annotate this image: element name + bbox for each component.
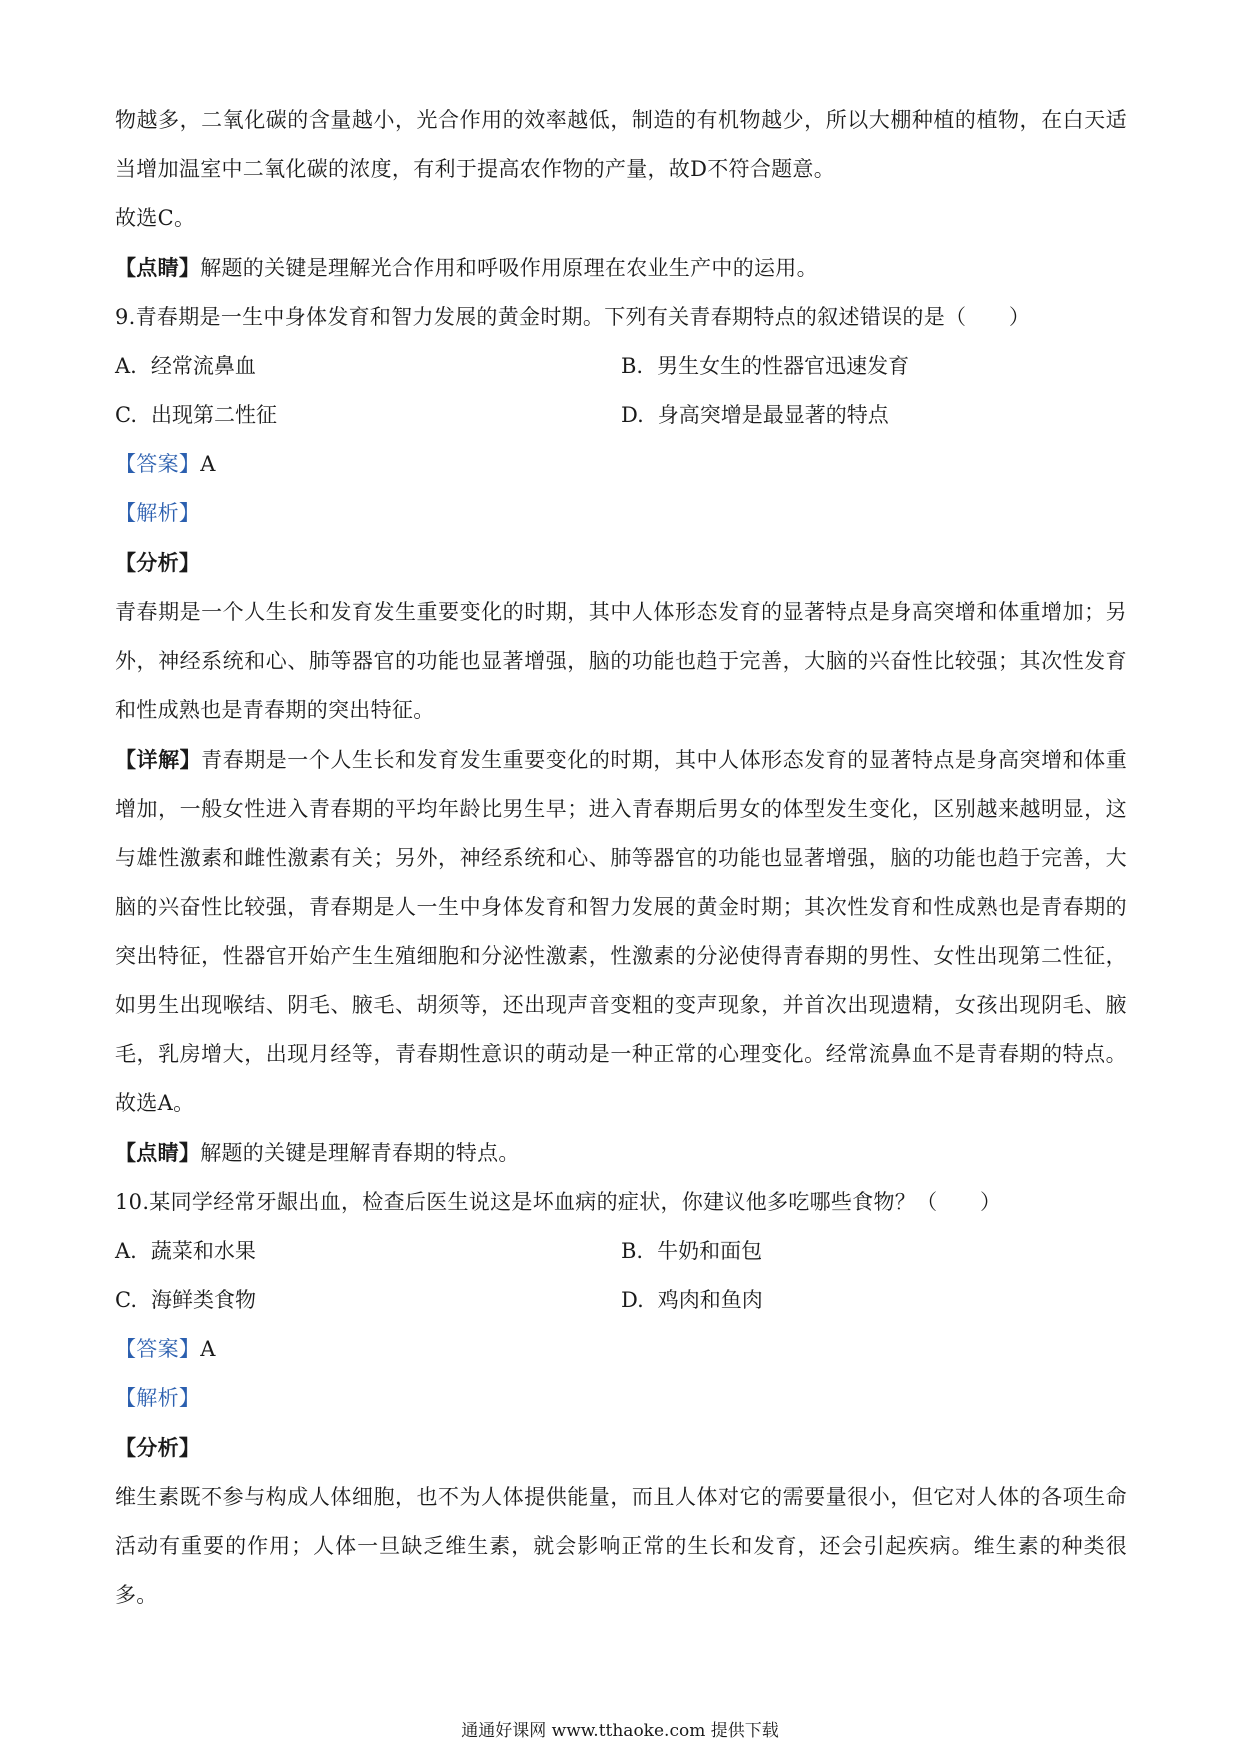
answer-options [115,342,1127,440]
paragraph: 维生素既不参与构成人体细胞，也不为人体提供能量，而且人体对它的需要量很小，但它对人体的各项生命活动有重要的作用；人体一旦缺乏维生素，就会影响正常的生长和发育，还会引起疾病。维生素的种类很多。 [115,1485,1127,1607]
answer-option [115,391,621,440]
section-text: 解题的关键是理解青春期的特点。 [200,1141,520,1165]
section-text: 解题的关键是理解光合作用和呼吸作用原理在农业生产中的运用。 [200,256,818,280]
section-tag: 【点睛】 [115,1140,201,1165]
option-text: 鸡肉和鱼肉 [657,1288,763,1312]
answer-option [621,1227,1127,1276]
answer-option [621,1276,1127,1325]
section-tag: 【答案】 [115,452,201,476]
option-text: 身高突增是最显著的特点 [657,403,889,427]
section-paragraph [115,538,1127,588]
answer-option [115,342,621,391]
section-tag: 【答案】 [115,1337,201,1361]
section-tag: 【解析】 [115,501,201,525]
paragraph: 故选C。 [115,206,196,230]
section-text: 青春期是一个人生长和发育发生重要变化的时期，其中人体形态发育的显著特点是身高突增和体重增加，一般女性进入青春期的平均年龄比男生早；进入青春期后男女的体型发生变化，区别越来越明显，这与雄性激素和雌性激素有关；另外，神经系统和心、肺等器官的功能也显著增强，脑的功能也趋于完善，大脑的兴奋性比较强，青春期是人一生中身体发育和智力发展的黄金时期；其次性发育和性成熟也是青春期的突出特征，性器官开始产生生殖细胞和分泌性激素，性激素的分泌使得青春期的男性、女性出现第二性征，如男生出现喉结、阴毛、腋毛、胡须等，还出现声音变粗的变声现象，并首次出现遗精，女孩出现阴毛、腋毛，乳房增大，出现月经等，青春期性意识的萌动是一种正常的心理变化。经常流鼻血不是青春期的特点。故选A。 [115,748,1127,1115]
section-tag: 【解析】 [115,1386,201,1410]
section-paragraph [115,735,1127,1128]
option-text: 蔬菜和水果 [150,1239,256,1263]
paragraph: 9.青春期是一生中身体发育和智力发展的黄金时期。下列有关青春期特点的叙述错误的是（ ） [115,305,1031,329]
paragraph: 10.某同学经常牙龈出血，检查后医生说这是坏血病的症状，你建议他多吃哪些食物？（ ） [115,1190,1002,1214]
paragraph: 物越多，二氧化碳的含量越小，光合作用的效率越低，制造的有机物越少，所以大棚种植的植物，在白天适当增加温室中二氧化碳的浓度，有利于提高农作物的产量，故D不符合题意。 [115,108,1127,181]
option-text: 男生女生的性器官迅速发育 [657,354,910,378]
option-text: 牛奶和面包 [657,1239,763,1263]
section-paragraph [115,243,1127,293]
page-footer: 通通好课网 www.tthaoke.com 提供下载 [461,1721,779,1741]
answer-option [115,1276,621,1325]
option-text: 出现第二性征 [151,403,277,427]
option-letter: A. [115,1239,137,1263]
option-letter: C. [115,1288,137,1312]
answer-option [621,342,1127,391]
section-paragraph [115,1325,1127,1374]
section-tag: 【详解】 [115,747,202,772]
section-paragraph [115,489,1127,538]
section-text: A [200,1337,216,1361]
option-letter: A. [115,354,137,378]
section-paragraph [115,1423,1127,1473]
answer-option [621,391,1127,440]
option-letter: C. [115,403,137,427]
section-text: A [200,452,216,476]
section-paragraph [115,1128,1127,1178]
option-letter: B. [621,1239,644,1263]
option-text: 海鲜类食物 [151,1288,256,1312]
option-text: 经常流鼻血 [150,354,256,378]
section-tag: 【点睛】 [115,255,201,280]
section-tag: 【分析】 [115,550,201,575]
option-letter: B. [621,354,644,378]
answer-option [115,1227,621,1276]
section-paragraph [115,1374,1127,1423]
option-letter: D. [621,403,644,427]
page-content [115,96,1127,1620]
section-paragraph [115,440,1127,489]
section-tag: 【分析】 [115,1435,201,1460]
option-letter: D. [621,1288,644,1312]
answer-options [115,1227,1127,1325]
paragraph: 青春期是一个人生长和发育发生重要变化的时期，其中人体形态发育的显著特点是身高突增和体重增加；另外，神经系统和心、肺等器官的功能也显著增强，脑的功能也趋于完善，大脑的兴奋性比较强；其次性发育和性成熟也是青春期的突出特征。 [115,600,1127,722]
